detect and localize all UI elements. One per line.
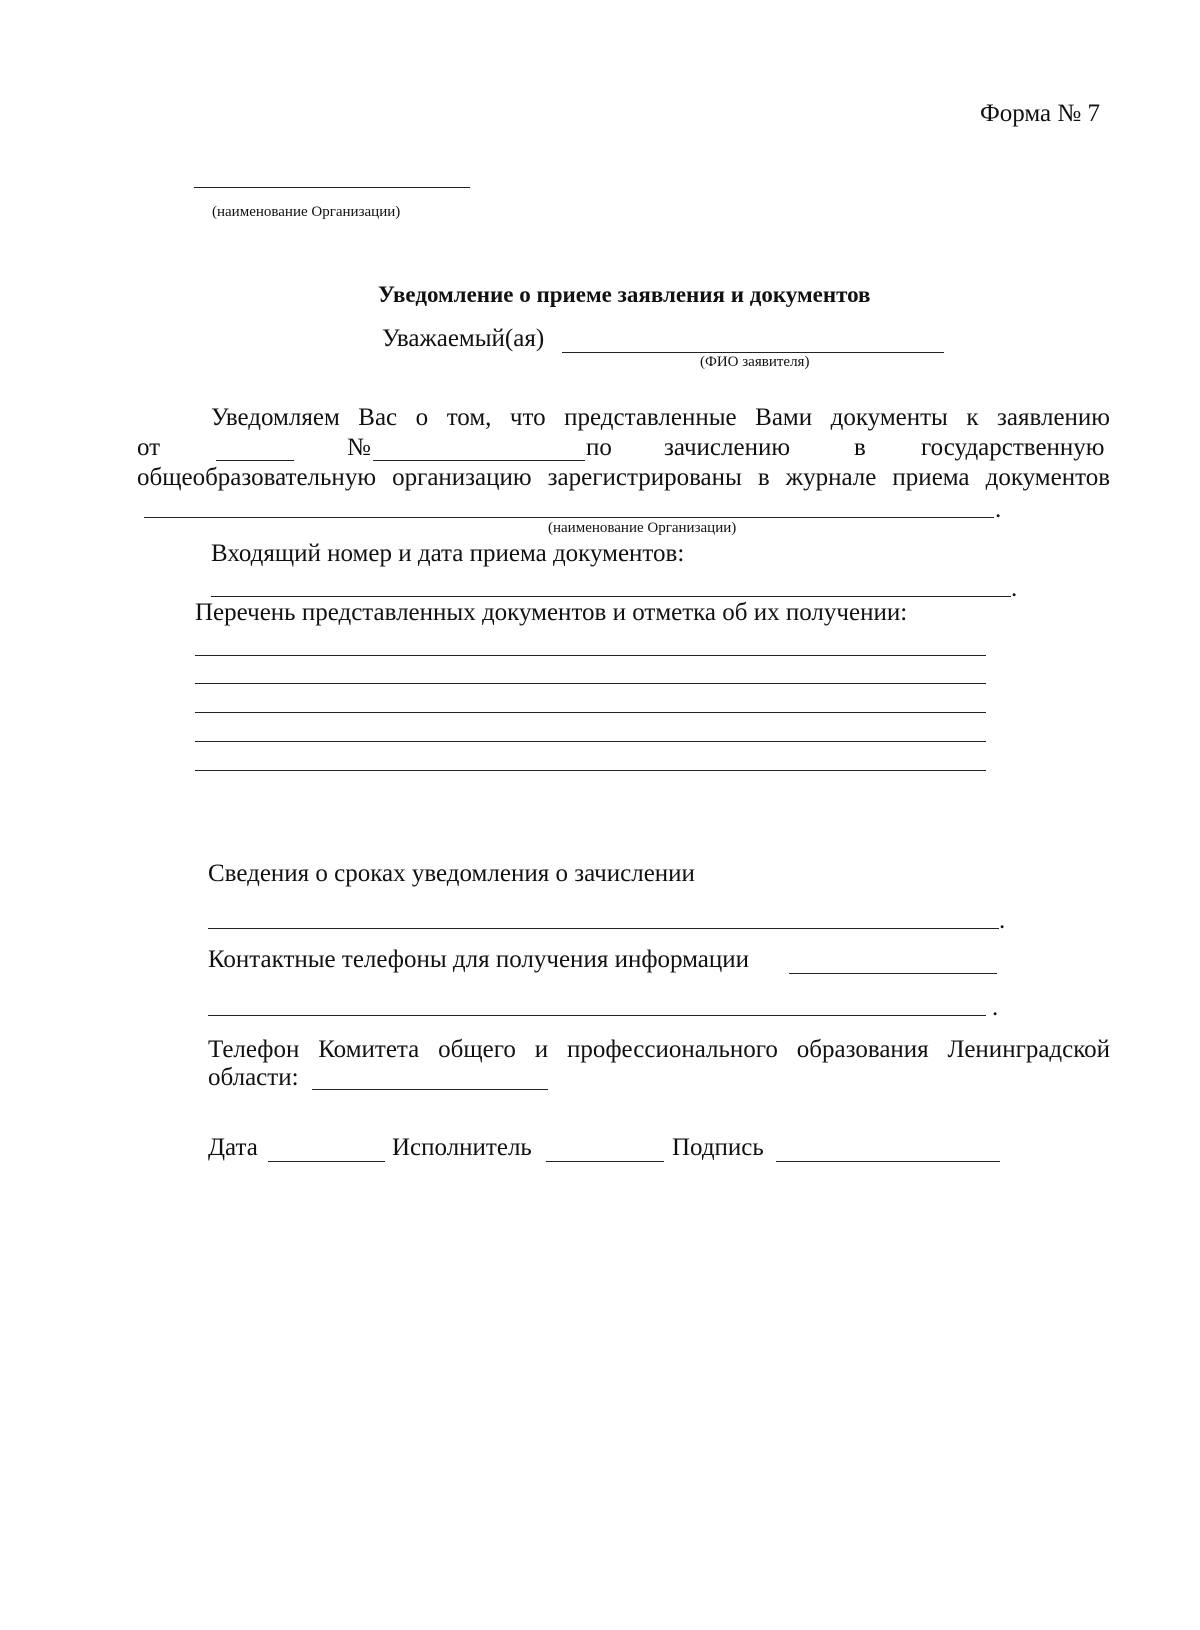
incoming-label: Входящий номер и дата приема документов: [211,540,685,567]
executor-label: Исполнитель [392,1134,532,1161]
committee-phone-line-1: Телефон Комитета общего и профессионального образования Ленинградской [208,1036,1110,1063]
dear-label: Уважаемый(ая) [382,325,545,352]
org-name-line-2 [144,517,994,518]
docs-list-line-2 [195,683,986,684]
paragraph-word-enrollment: зачислению [664,434,791,461]
sign-label: Подпись [672,1134,764,1161]
paragraph-from-label: от [137,434,161,461]
date-label: Дата [208,1134,258,1161]
period-4: . [992,994,999,1021]
date-line [268,1161,385,1162]
incoming-line [211,596,1011,597]
period-1: . [995,496,1002,523]
paragraph-line-3: общеобразовательную организацию зарегистрированы в журнале приема документов [137,464,1110,491]
enrollment-terms-line [208,928,999,929]
paragraph-word-v: в [854,434,866,461]
document-title: Уведомление о приеме заявления и документов [378,282,871,307]
form-number: Форма № 7 [980,100,1100,127]
fio-caption: (ФИО заявителя) [700,354,810,370]
paragraph-word-po: по [586,434,612,461]
application-number-line [373,460,585,461]
sign-line [776,1161,1000,1162]
committee-phone-line [312,1089,548,1090]
paragraph-line-1: Уведомляем Вас о том, что представленные Вами документы к заявлению [211,404,1110,431]
contacts-label: Контактные телефоны для получения информации [208,946,750,973]
contacts-line [789,973,997,974]
docs-list-line-3 [195,712,986,713]
fio-line [562,352,944,353]
paragraph-number-label: № [347,434,371,461]
period-3: . [999,907,1006,934]
paragraph-word-state: государственную [921,434,1105,461]
executor-line [546,1161,664,1162]
application-date-line [216,460,294,461]
docs-list-line-1 [195,655,986,656]
docs-list-line-4 [195,741,986,742]
period-2: . [1011,575,1018,602]
docs-list-line-5 [195,770,986,771]
enrollment-terms-label: Сведения о сроках уведомления о зачислении [208,860,695,887]
docs-list-label: Перечень представленных документов и отметка об их получении: [195,599,908,626]
org-name-caption-2: (наименование Организации) [548,520,737,536]
org-name-line [194,187,470,188]
contacts-line-2 [208,1015,986,1016]
committee-phone-line-2: области: [208,1064,299,1091]
org-name-caption: (наименование Организации) [212,204,401,220]
